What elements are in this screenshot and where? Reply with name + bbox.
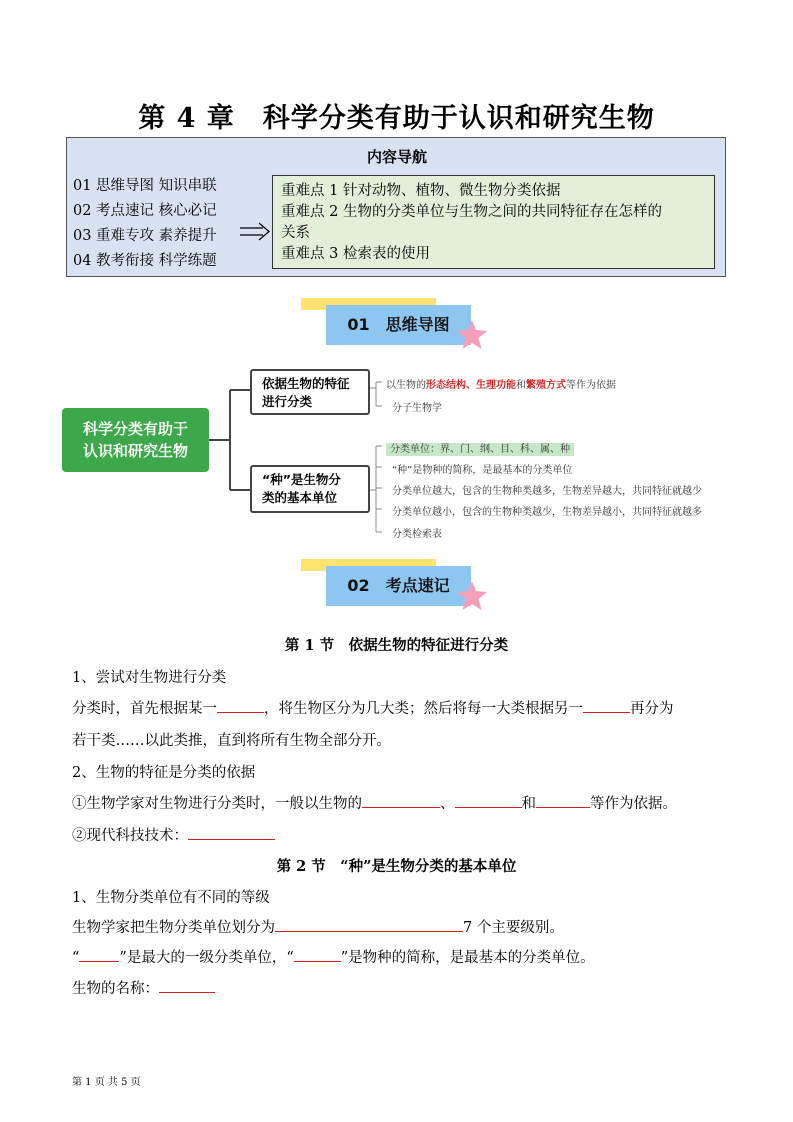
mindmap-leaf: 分子生物学 [392,403,442,414]
page-footer: 第 1 页 共 5 页 [72,1077,141,1088]
root-text: 科学分类有助于 [82,420,188,438]
mindmap-node-classification [250,369,370,415]
key-point: 重难点 1 针对动物、植物、微生物分类依据 [281,183,561,199]
nav-item: 04 教考衔接 科学练题 [73,253,217,269]
paragraph: ①生物学家对生物进行分类时，一般以生物的 、 和 等作为依据。 [72,792,677,813]
banner-label: 02 考点速记 [347,576,450,595]
nav-item: 02 考点速记 核心必记 [73,203,217,219]
mindmap-node-species [250,465,370,513]
mindmap-root [62,408,209,472]
paragraph: 分类时，首先根据某一 ，将生物区分为几大类；然后将每一大类根据另一 再分为 [72,697,674,718]
paragraph: 生物学家把生物分类单位划分为 7 个主要级别。 [72,916,564,937]
nav-item: 03 重难专攻 素养提升 [73,228,217,244]
fill-blank[interactable] [275,917,463,932]
subheading: 1、尝试对生物进行分类 [72,670,227,686]
paragraph: 生物的名称： [72,977,215,998]
node-text: 进行分类 [262,394,313,409]
nav-item: 01 思维导图 知识串联 [73,178,217,194]
page-title: 第 4 章 科学分类有助于认识和研究生物 [138,103,655,134]
node-text: “种”是生物分 [262,472,341,487]
fill-blank[interactable] [188,825,275,840]
paragraph: ②现代科技技术： [72,824,275,845]
fill-blank[interactable] [217,698,264,713]
paragraph: 若干类……以此类推，直到将所有生物全部分开。 [72,733,391,749]
mindmap-banner [326,305,476,347]
nav-left-list [73,174,217,274]
key-point: 重难点 2 生物的分类单位与生物之间的共同特征存在怎样的 [281,204,662,220]
fill-blank[interactable] [536,793,590,808]
mindmap-leaf: 分类检索表 [392,529,442,540]
section-title: 第 1 节 依据生物的特征进行分类 [284,637,509,654]
key-point: 关系 [281,225,310,241]
banner-label: 01 思维导图 [347,315,450,334]
subheading: 1、生物分类单位有不同的等级 [72,890,270,906]
fill-blank[interactable] [583,698,630,713]
key-point: 重难点 3 检索表的使用 [281,246,430,262]
subheading: 2、生物的特征是分类的依据 [72,765,256,781]
fill-blank[interactable] [79,947,119,962]
content-navigation [66,137,726,277]
notes-banner [326,566,476,608]
mindmap-leaf: 分类单位：界、门、纲、目、科、属、种 [386,443,574,456]
mindmap-leaf: 分类单位越大，包含的生物种类越多，生物差异越大，共同特征就越少 [392,486,702,497]
section-title: 第 2 节 “种”是生物分类的基本单位 [276,858,517,875]
node-text: 依据生物的特征 [262,376,350,391]
fill-blank[interactable] [455,793,522,808]
double-arrow-icon [239,222,271,242]
root-text: 认识和研究生物 [82,442,188,460]
star-icon [456,580,488,612]
mindmap-leaf: 以生物的形态结构、生理功能和繁殖方式等作为依据 [386,380,616,391]
key-points-box [272,175,715,269]
mindmap-leaf: “种”是物种的简称，是最基本的分类单位 [392,465,573,476]
star-icon [456,319,488,351]
paragraph: “ ”是最大的一级分类单位，“ ”是物种的简称，是最基本的分类单位。 [72,946,595,967]
fill-blank[interactable] [159,978,215,993]
node-text: 类的基本单位 [262,490,338,505]
nav-header: 内容导航 [366,148,427,166]
fill-blank[interactable] [294,947,341,962]
fill-blank[interactable] [362,793,440,808]
mindmap-leaf: 分类单位越小，包含的生物种类越少，生物差异越小，共同特征就越多 [392,507,702,518]
